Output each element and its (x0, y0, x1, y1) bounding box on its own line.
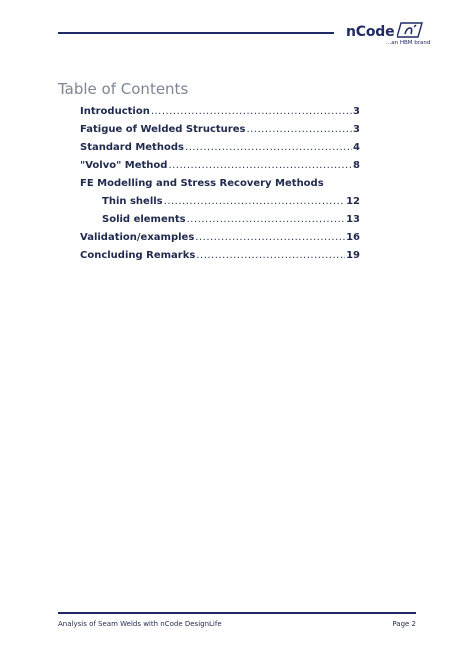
footer-rule (58, 612, 416, 614)
toc-entry-label: "Volvo" Method (80, 160, 168, 171)
toc-leader-dots (187, 214, 345, 225)
toc-entry-label: Concluding Remarks (80, 250, 196, 261)
toc-leader-dots (195, 232, 345, 243)
toc-entry-introduction[interactable] (80, 106, 360, 124)
toc-leader-dots (164, 196, 345, 207)
toc-entry-page: 16 (346, 232, 360, 243)
toc-leader-dots (185, 142, 352, 153)
toc-entry-concluding-remarks[interactable] (80, 250, 360, 268)
toc-entry-solid-elements[interactable] (80, 214, 360, 232)
toc-leader-dots (151, 106, 352, 117)
toc-entry-fe-modelling[interactable] (80, 178, 360, 196)
toc-entry-label: Introduction (80, 106, 150, 117)
toc-entry-page: 3 (353, 124, 360, 135)
logo-text: nCode (346, 24, 395, 40)
logo-tagline: ...an HBM brand (386, 40, 431, 46)
ncode-logo-icon (397, 22, 423, 38)
toc-entry-page: 8 (353, 160, 360, 171)
footer-document-title: Analysis of Seam Welds with nCode DesignLife (58, 620, 222, 628)
toc-entry-volvo-method[interactable] (80, 160, 360, 178)
toc-leader-dots (246, 124, 352, 135)
toc-entry-fatigue-welded-structures[interactable] (80, 124, 360, 142)
ncode-logo (346, 22, 438, 48)
toc-entry-label: Validation/examples (80, 232, 195, 243)
toc-entry-thin-shells[interactable] (80, 196, 360, 214)
toc-entry-page: 4 (353, 142, 360, 153)
toc-entry-label: FE Modelling and Stress Recovery Methods (80, 178, 324, 189)
toc-entry-label: Fatigue of Welded Structures (80, 124, 246, 135)
toc-leader-dots (168, 160, 352, 171)
table-of-contents (80, 106, 360, 268)
header-rule (58, 32, 334, 34)
toc-entry-page: 19 (346, 250, 360, 261)
footer-page-number: Page 2 (392, 620, 416, 628)
toc-entry-page: 3 (353, 106, 360, 117)
toc-entry-label: Standard Methods (80, 142, 184, 153)
toc-entry-validation-examples[interactable] (80, 232, 360, 250)
toc-entry-label: Thin shells (102, 196, 163, 207)
toc-title: Table of Contents (58, 80, 189, 98)
toc-entry-page: 13 (346, 214, 360, 225)
toc-entry-label: Solid elements (102, 214, 186, 225)
toc-entry-standard-methods[interactable] (80, 142, 360, 160)
toc-entry-page: 12 (346, 196, 360, 207)
toc-leader-dots (196, 250, 345, 261)
